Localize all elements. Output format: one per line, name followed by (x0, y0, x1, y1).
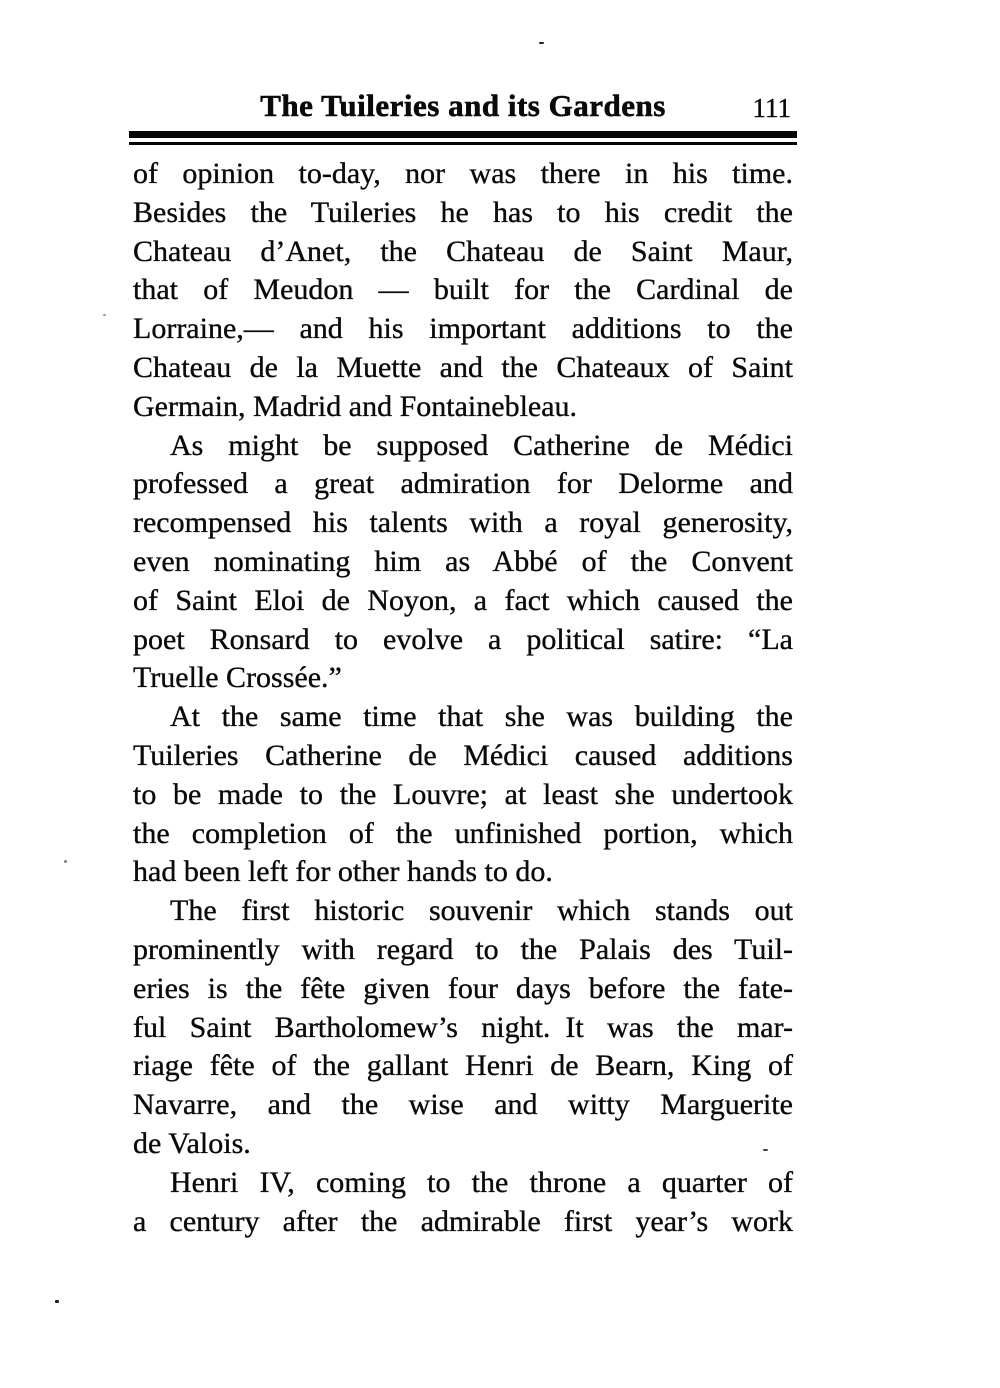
text-line: professed a great admiration for Delorme and (133, 467, 793, 501)
page-body (133, 155, 793, 1241)
paragraph (133, 1164, 793, 1242)
text-line: riage fête of the gallant Henri de Bearn, King of (133, 1049, 793, 1083)
scan-speck (539, 42, 544, 44)
text-line: prominently with regard to the Palais des Tuil- (133, 932, 793, 966)
paragraph (133, 892, 793, 1164)
chapter-title: The Tuileries and its Gardens (260, 88, 666, 123)
text-line: Navarre, and the wise and witty Marguerite (133, 1088, 793, 1122)
text-line: de Valois. (133, 1126, 251, 1160)
paragraph (133, 698, 793, 892)
text-line: As might be supposed Catherine de Médici (170, 428, 793, 462)
text-line: At the same time that she was building the (170, 700, 793, 734)
text-line: Besides the Tuileries he has to his credit the (133, 195, 793, 229)
scan-speck (55, 1300, 59, 1303)
text-line: of opinion to-day, nor was there in his time. (133, 157, 793, 190)
text-line: of Saint Eloi de Noyon, a fact which caused the (133, 583, 793, 617)
text-line: Lorraine,— and his important additions to the (133, 312, 793, 346)
text-line: to be made to the Louvre; at least she undertook (133, 777, 793, 811)
text-line: Germain, Madrid and Fontainebleau. (133, 389, 578, 423)
scan-speck (103, 314, 106, 316)
text-line: Tuileries Catherine de Médici caused additions (133, 738, 793, 772)
text-line: recompensed his talents with a royal generosity, (133, 506, 793, 540)
text-line: Truelle Crossée.” (133, 661, 342, 695)
text-line: The first historic souvenir which stands out (170, 894, 793, 928)
scan-speck (763, 1149, 768, 1151)
text-line: ful Saint Bartholomew’s night. It was the mar- (133, 1010, 793, 1044)
scan-speck (64, 860, 67, 863)
paragraph (133, 155, 793, 427)
text-line: eries is the fête given four days before the fate- (133, 971, 793, 1005)
text-line: Chateau de la Muette and the Chateaux of Saint (133, 350, 793, 384)
text-line: poet Ronsard to evolve a political satire: “La (133, 622, 793, 656)
text-line: the completion of the unfinished portion, which (133, 816, 793, 850)
page-number: 111 (752, 93, 791, 123)
header-rule (129, 131, 797, 145)
text-line: that of Meudon — built for the Cardinal de (133, 273, 793, 307)
header-row (129, 84, 797, 128)
text-line: a century after the admirable first year’s work (133, 1204, 793, 1238)
text-line: Henri IV, coming to the throne a quarter of (170, 1165, 793, 1199)
text-line: Chateau d’Anet, the Chateau de Saint Maur, (133, 234, 793, 268)
paragraph (133, 427, 793, 699)
text-line: had been left for other hands to do. (133, 855, 553, 889)
text-line: even nominating him as Abbé of the Convent (133, 544, 793, 578)
